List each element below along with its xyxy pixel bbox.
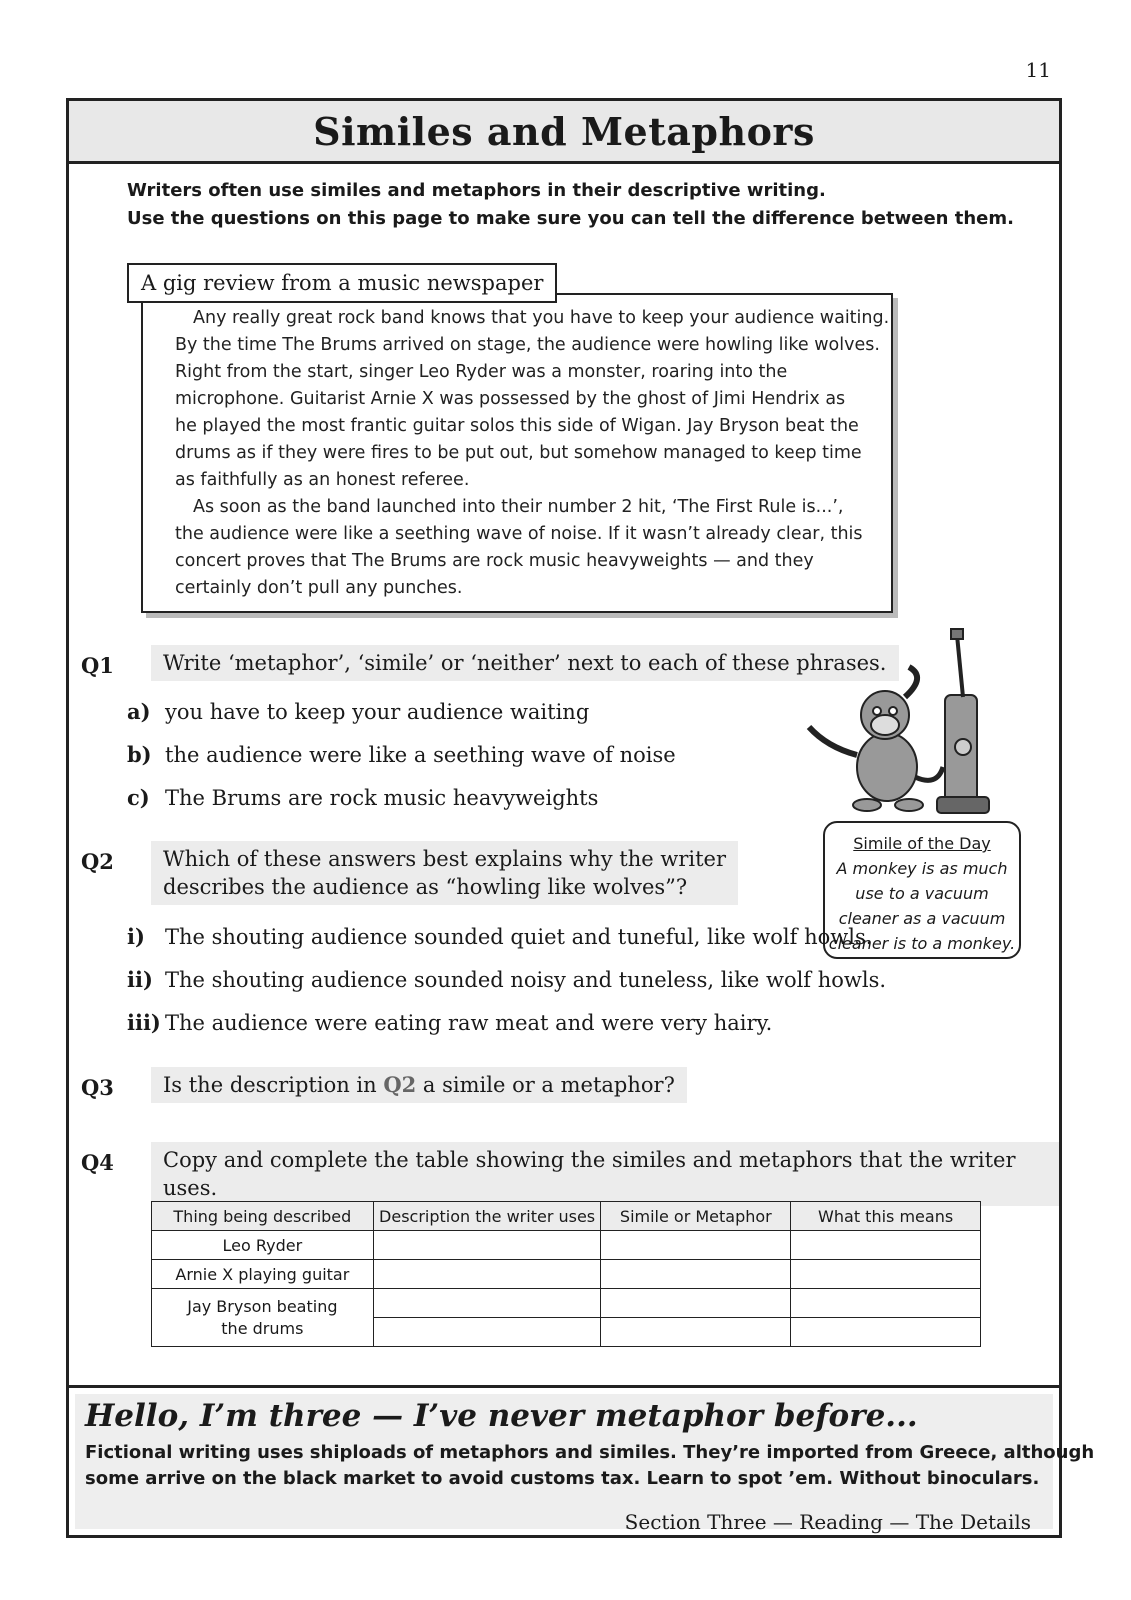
answer-item [127,785,598,810]
page-title: Similes and Metaphors [313,108,815,154]
row-label-line: the drums [221,1318,304,1338]
question-prompt [151,1067,687,1103]
bubble-title: Simile of the Day [853,834,991,853]
prompt-text: a simile or a metaphor? [416,1073,675,1097]
table-cell[interactable] [791,1289,981,1318]
prompt-text: Is the description in [163,1073,384,1097]
table-cell[interactable] [373,1289,601,1318]
review-line: As soon as the band launched into their number 2 hit, ‘The First Rule is...’, [193,497,844,517]
table-cell[interactable] [601,1318,791,1347]
item-label: i) [127,924,145,949]
item-label: iii) [127,1010,161,1035]
table-cell[interactable] [601,1231,791,1260]
table-row [152,1260,981,1289]
table-cell[interactable] [373,1231,601,1260]
row-label-line: Jay Bryson beating [187,1296,338,1316]
table-cell[interactable] [791,1318,981,1347]
review-line: Any really great rock band knows that you have to keep your audience waiting. [193,308,890,328]
review-label: A gig review from a music newspaper [127,263,557,303]
question-prompt [151,841,738,905]
intro-text [127,177,1014,233]
title-bar [69,101,1059,164]
question-prompt: Copy and complete the table showing the similes and metaphors that the writer uses. [151,1142,1059,1206]
table-header: Thing being described [152,1202,374,1231]
question-reference: Q2 [383,1072,417,1097]
bubble-line: use to a vacuum [855,884,989,903]
item-label: a) [127,699,151,724]
table-header: Simile or Metaphor [601,1202,791,1231]
table-header-row [152,1202,981,1231]
review-line: as faithfully as an honest referee. [175,470,470,490]
item-text: The audience were eating raw meat and were very hairy. [165,1011,773,1035]
prompt-line: Which of these answers best explains why the writer [163,847,727,871]
table-cell[interactable] [791,1260,981,1289]
page-frame [66,98,1095,1538]
answer-item [127,699,589,724]
table-header: What this means [791,1202,981,1231]
question-number: Q4 [81,1150,114,1175]
item-text: The shouting audience sounded noisy and tuneless, like wolf howls. [165,968,887,992]
table-cell[interactable] [791,1231,981,1260]
table-row [152,1231,981,1260]
intro-line: Writers often use similes and metaphors in their descriptive writing. [127,180,826,201]
bubble-line: A monkey is as much [836,859,1008,878]
intro-line: Use the questions on this page to make sure you can tell the difference between them. [127,208,1014,229]
table-cell[interactable] [601,1289,791,1318]
review-line: By the time The Brums arrived on stage, the audience were howling like wolves. [175,335,880,355]
review-line: concert proves that The Brums are rock music heavyweights — and they [175,551,814,571]
item-text: The Brums are rock music heavyweights [165,786,599,810]
section-footer: Section Three — Reading — The Details [624,1510,1031,1534]
review-text-box [141,293,893,613]
table-row [152,1289,981,1318]
question-number: Q1 [81,653,114,678]
tip-text [85,1440,1095,1492]
question-number: Q2 [81,849,114,874]
review-line: microphone. Guitarist Arnie X was possessed by the ghost of Jimi Hendrix as [175,389,846,409]
tip-line: some arrive on the black market to avoid customs tax. Learn to spot ’em. Without binoculars. [85,1468,1040,1489]
answer-item [127,742,676,767]
item-label: c) [127,785,150,810]
table-cell[interactable] [601,1260,791,1289]
question-prompt: Write ‘metaphor’, ‘simile’ or ‘neither’ next to each of these phrases. [151,645,899,681]
review-line: Right from the start, singer Leo Ryder was a monster, roaring into the [175,362,788,382]
tip-line: Fictional writing uses shiploads of metaphors and similes. They’re imported from Greece, although [85,1442,1095,1463]
answer-option [127,1010,772,1035]
item-text: you have to keep your audience waiting [165,700,590,724]
tip-box-inner [75,1394,1095,1529]
answer-option [127,967,886,992]
row-label [152,1289,374,1347]
answer-option [127,924,872,949]
row-label: Leo Ryder [152,1231,374,1260]
table-header: Description the writer uses [373,1202,601,1231]
review-line: the audience were like a seething wave of noise. If it wasn’t already clear, this [175,524,863,544]
item-label: b) [127,742,152,767]
bubble-line: cleaner as a vacuum [838,909,1006,928]
table-cell[interactable] [373,1318,601,1347]
prompt-line: describes the audience as “howling like wolves”? [163,875,688,899]
bubble-line: cleaner is to a monkey. [828,934,1016,953]
review-line: he played the most frantic guitar solos this side of Wigan. Jay Bryson beat the [175,416,859,436]
item-text: the audience were like a seething wave of noise [165,743,676,767]
row-label: Arnie X playing guitar [152,1260,374,1289]
monkey-vacuum-cartoon [797,627,997,827]
question-number: Q3 [81,1075,114,1100]
tip-heading: Hello, I’m three — I’ve never metaphor before... [85,1398,918,1434]
page-number: 11 [1025,58,1051,82]
item-text: The shouting audience sounded quiet and tuneful, like wolf howls. [165,925,873,949]
review-line: drums as if they were fires to be put out, but somehow managed to keep time [175,443,862,463]
item-label: ii) [127,967,153,992]
review-line: certainly don’t pull any punches. [175,578,463,598]
table-cell[interactable] [373,1260,601,1289]
similes-metaphors-table [151,1201,981,1347]
